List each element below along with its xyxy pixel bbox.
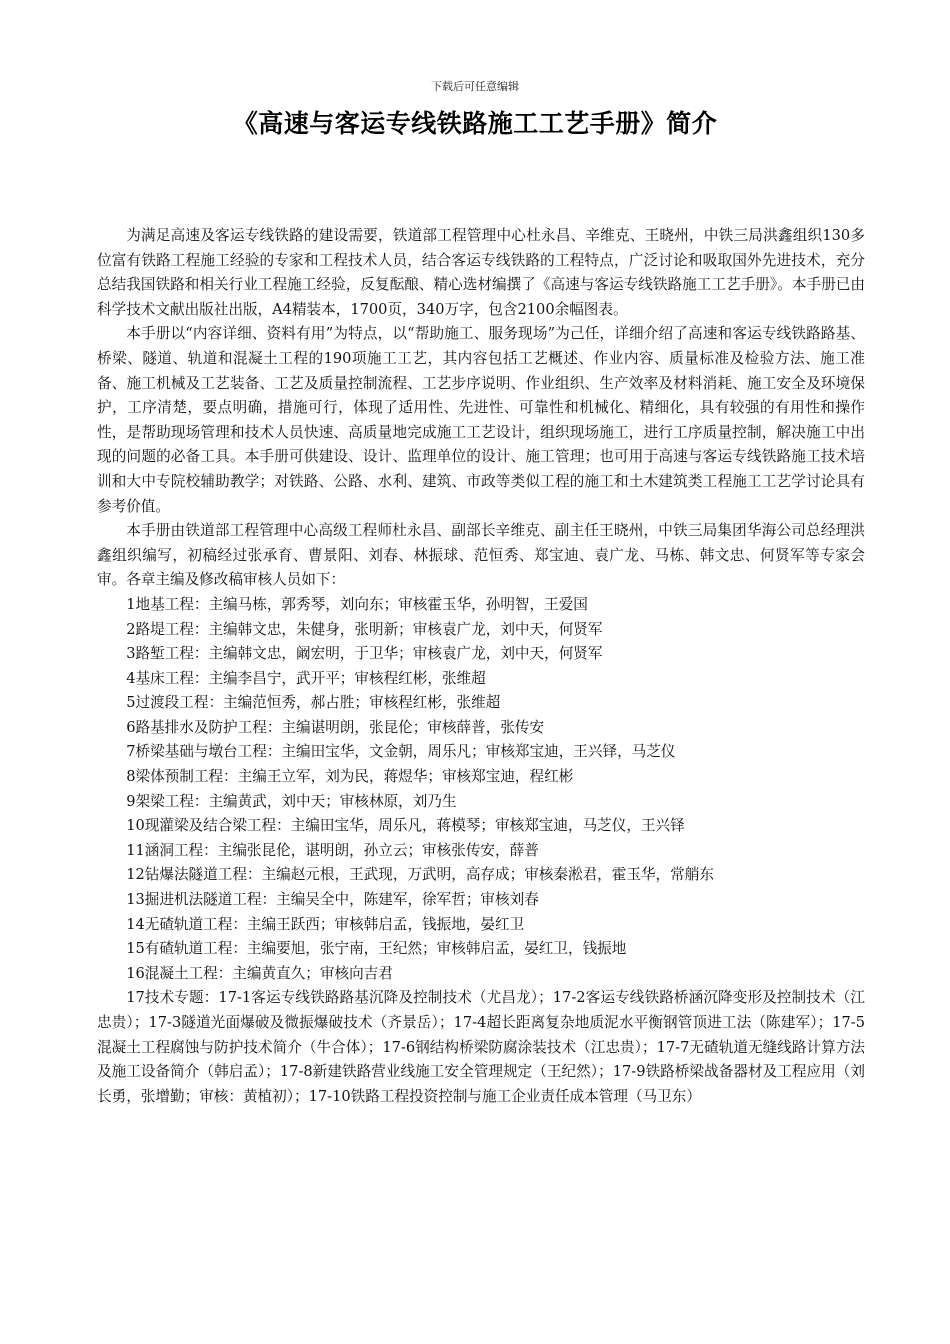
chapter-item: 1地基工程：主编马栋，郭秀琴，刘向东；审核霍玉华，孙明智，王爱国 bbox=[126, 595, 588, 613]
paragraph-features: 本手册以“内容详细、资料有用”为特点，以“帮助施工、服务现场”为己任，详细介绍了高速和客运专线铁路路基、桥梁、隧道、轨道和混凝土工程的190项施工工艺，其内容包括工艺概述、作业内容、质量标准及检验方法、施工准备、施工机械及工艺装备、工艺及质量控制流程、工艺步序说明、作业组织、生产效率及材料消耗、施工安全及环境保护，工序清楚，要点明确，措施可行，体现了适用性、先进性、可靠性和机械化、精细化，具有较强的有用性和操作性，是帮助现场管理和技术人员快速、高质量地完成施工工艺设计，组织现场施工，进行工序质量控制，解决施工中出现的问题的必备工具。本手册可供建设、设计、监理单位的设计、施工管理；也可用于高速与客运专线铁路施工技术培训和大中专院校辅助教学；对铁路、公路、水利、建筑、市政等类似工程的施工和土木建筑类工程施工工艺学讨论具有参考价值。 bbox=[97, 325, 865, 515]
chapter-item: 7桥梁基础与墩台工程：主编田宝华，文金朝，周乐凡；审核郑宝迪，王兴铎，马芝仪 bbox=[126, 743, 676, 761]
chapter-item: 8梁体预制工程：主编王立军，刘为民，蒋煜华；审核郑宝迪，程红彬 bbox=[126, 768, 574, 786]
chapter-item: 10现灌梁及结合梁工程：主编田宝华，周乐凡，蒋模琴；审核郑宝迪，马芝仪，王兴铎 bbox=[126, 817, 685, 835]
chapter-item: 13掘进机法隧道工程：主编吴全中，陈建军，徐军哲；审核刘春 bbox=[126, 891, 539, 909]
header-note: 下载后可任意编辑 bbox=[431, 80, 519, 93]
document-body bbox=[97, 224, 865, 1109]
chapter-item-special-topics: 17技术专题：17-1客运专线铁路路基沉降及控制技术（尤昌龙）；17-2客运专线铁路桥涵沉降变形及控制技术（江忠贵）；17-3隧道光面爆破及微振爆破技术（齐景岳）；17-4超长距离复杂地质泥水平衡钢管顶进工法（陈建军）；17-5混凝土工程腐蚀与防护技术简介（牛合体）；17-6钢结构桥梁防腐涂装技术（江忠贵）；17-7无碴轨道无缝线路计算方法及施工设备简介（韩启孟）；17-8新建铁路营业线施工安全管理规定（王纪然）；17-9铁路桥梁战备器材及工程应用（刘长勇，张增勤；审核：黄植初）；17-10铁路工程投资控制与施工企业责任成本管理（马卫东） bbox=[97, 989, 865, 1105]
chapter-item: 6路基排水及防护工程：主编谌明朗，张昆伦；审核薛普，张传安 bbox=[126, 718, 545, 736]
document-title: 《高速与客运专线铁路施工工艺手册》简介 bbox=[232, 109, 718, 138]
chapter-item: 14无碴轨道工程：主编王跃西；审核韩启孟，钱振地，晏红卫 bbox=[126, 915, 525, 933]
chapter-item: 4基床工程：主编李昌宁，武开平；审核程红彬，张维超 bbox=[126, 669, 486, 687]
chapter-item: 5过渡段工程：主编范恒秀，郝占胜；审核程红彬，张维超 bbox=[126, 694, 501, 712]
chapter-item: 9架梁工程：主编黄武，刘中天；审核林原，刘乃生 bbox=[126, 792, 457, 810]
chapter-item: 3路堑工程：主编韩文忠，阚宏明，于卫华；审核袁广龙，刘中天，何贤军 bbox=[126, 645, 603, 663]
chapter-item: 15有碴轨道工程：主编要旭，张宁南，王纪然；审核韩启孟，晏红卫，钱振地 bbox=[126, 940, 627, 958]
paragraph-editors: 本手册由铁道部工程管理中心高级工程师杜永昌、副部长辛维克、副主任王晓州，中铁三局集团华海公司总经理洪鑫组织编写，初稿经过张承育、曹景阳、刘春、林振球、范恒秀、郑宝迪、袁广龙、马栋、韩文忠、何贤军等专家会审。各章主编及修改稿审核人员如下： bbox=[97, 522, 865, 589]
chapter-item: 12钻爆法隧道工程：主编赵元根，王武现，万武明，高存成；审核秦淞君，霍玉华，常艄东 bbox=[126, 866, 714, 884]
chapter-item: 16混凝土工程：主编黄直久；审核向吉君 bbox=[126, 964, 393, 982]
chapter-item: 2路堤工程：主编韩文忠，朱健身，张明新；审核袁广龙，刘中天，何贤军 bbox=[126, 620, 603, 638]
paragraph-intro: 为满足高速及客运专线铁路的建设需要，铁道部工程管理中心杜永昌、辛维克、王晓州，中铁三局洪鑫组织130多位富有铁路工程施工经验的专家和工程技术人员，结合客运专线铁路的工程特点，广泛讨论和吸取国外先进技术，充分总结我国铁路和相关行业工程施工经验，反复酝酿、精心选材编撰了《高速与客运专线铁路施工工艺手册》。本手册已由科学技术文献出版社出版，A4精装本，1700页，340万字，包含2100余幅图表。 bbox=[97, 227, 865, 318]
chapter-item: 11涵洞工程：主编张昆伦，谌明朗，孙立云；审核张传安，薛普 bbox=[126, 841, 539, 859]
